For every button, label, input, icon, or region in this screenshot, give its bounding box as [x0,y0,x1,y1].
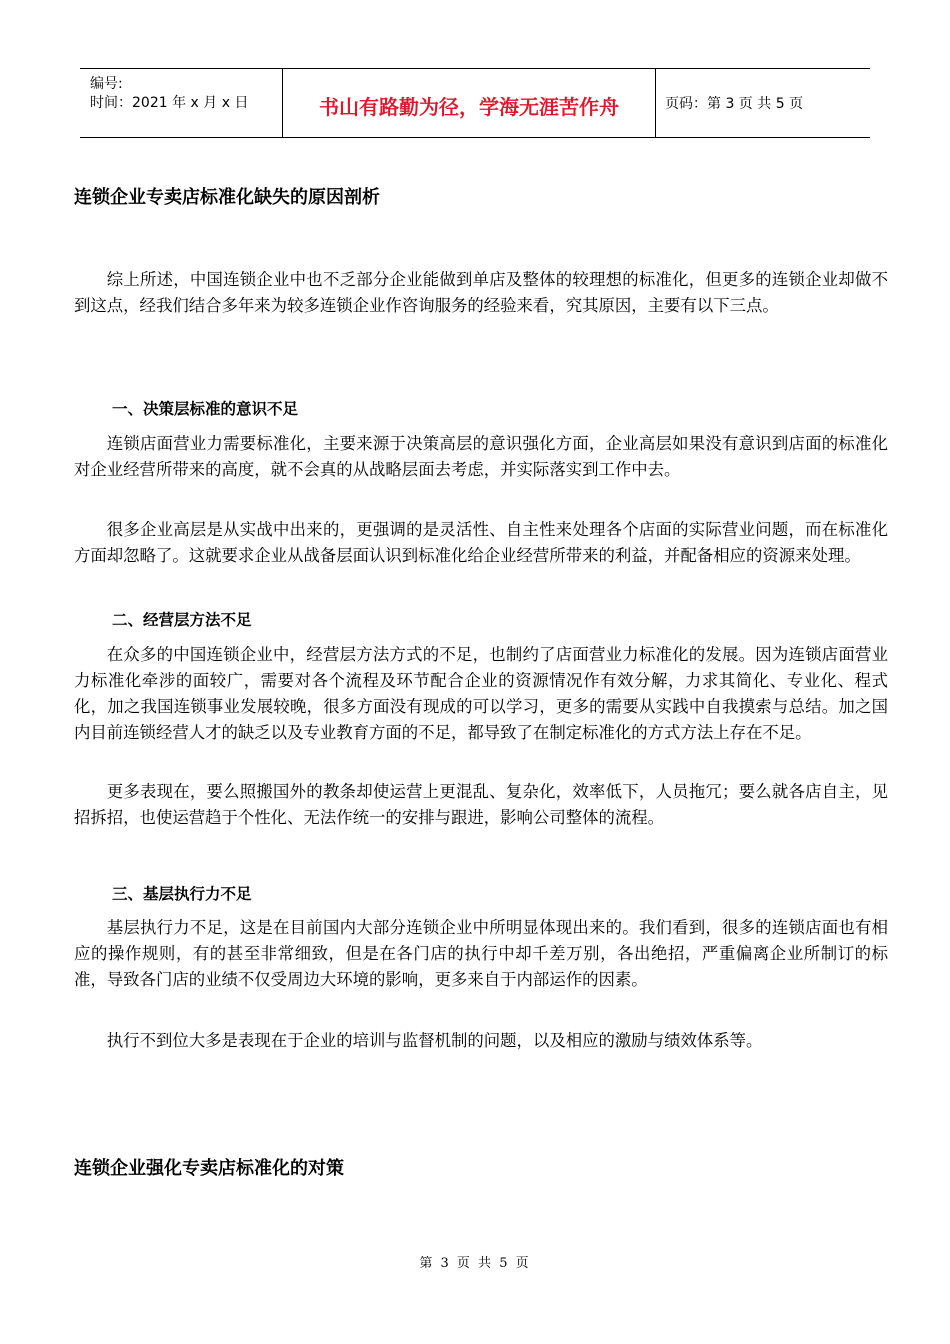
header-motto-cell [283,69,656,137]
header-page-info: 页码：第 3 页 共 5 页 [665,96,804,112]
intro-paragraph: 综上所述，中国连锁企业中也不乏部分企业能做到单店及整体的较理想的标准化，但更多的连锁企业却做不到这点，经我们结合多年来为较多连锁企业作咨询服务的经验来看，究其原因，主要有以下三点。 [74,270,888,315]
section-title: 连锁企业专卖店标准化缺失的原因剖析 [74,187,380,208]
document-code-label: 编号: [90,76,123,92]
body-paragraph: 在众多的中国连锁企业中，经营层方法方式的不足，也制约了店面营业力标准化的发展。因为连锁店面营业力标准化牵涉的面较广，需要对各个流程及环节配合企业的资源情况作有效分解，力求其简化、专业化、程式化，加之我国连锁事业发展较晚，很多方面没有现成的可以学习，更多的需要从实践中自我摸索与总结。加之国内目前连锁经营人才的缺乏以及专业教育方面的不足，都导致了在制定标准化的方式方法上存在不足。 [74,645,888,742]
page-footer: 第 3 页 共 5 页 [419,1256,531,1271]
body-paragraph: 连锁店面营业力需要标准化，主要来源于决策高层的意识强化方面，企业高层如果没有意识到店面的标准化对企业经营所带来的高度，就不会真的从战略层面去考虑，并实际落实到工作中去。 [74,434,888,479]
document-date-label: 时间：2021 年 x 月 x 日 [90,95,249,111]
body-paragraph: 基层执行力不足，这是在目前国内大部分连锁企业中所明显体现出来的。我们看到，很多的连锁店面也有相应的操作规则，有的甚至非常细致，但是在各门店的执行中却千差万别，各出绝招，严重偏离企业所制订的标准，导致各门店的业绩不仅受周边大环境的影响，更多来自于内部运作的因素。 [74,918,888,989]
subsection-title: 二、经营层方法不足 [112,611,252,629]
section-title: 连锁企业强化专卖店标准化的对策 [74,1158,344,1179]
body-paragraph: 很多企业高层是从实战中出来的，更强调的是灵活性、自主性来处理各个店面的实际营业问题，而在标准化方面却忽略了。这就要求企业从战备层面认识到标准化给企业经营所带来的利益，并配备相应的资源来处理。 [74,520,888,565]
header-motto: 书山有路勤为径，学海无涯苦作舟 [319,95,619,119]
body-paragraph: 执行不到位大多是表现在于企业的培训与监督机制的问题，以及相应的激励与绩效体系等。 [106,1031,763,1050]
body-paragraph: 更多表现在，要么照搬国外的教条却使运营上更混乱、复杂化，效率低下，人员拖冗；要么就各店自主，见招拆招，也使运营趋于个性化、无法作统一的安排与跟进，影响公司整体的流程。 [74,782,888,827]
header-info-cell [80,69,283,137]
page-header [80,68,870,138]
subsection-title: 一、决策层标准的意识不足 [112,400,299,418]
subsection-title: 三、基层执行力不足 [112,885,252,903]
